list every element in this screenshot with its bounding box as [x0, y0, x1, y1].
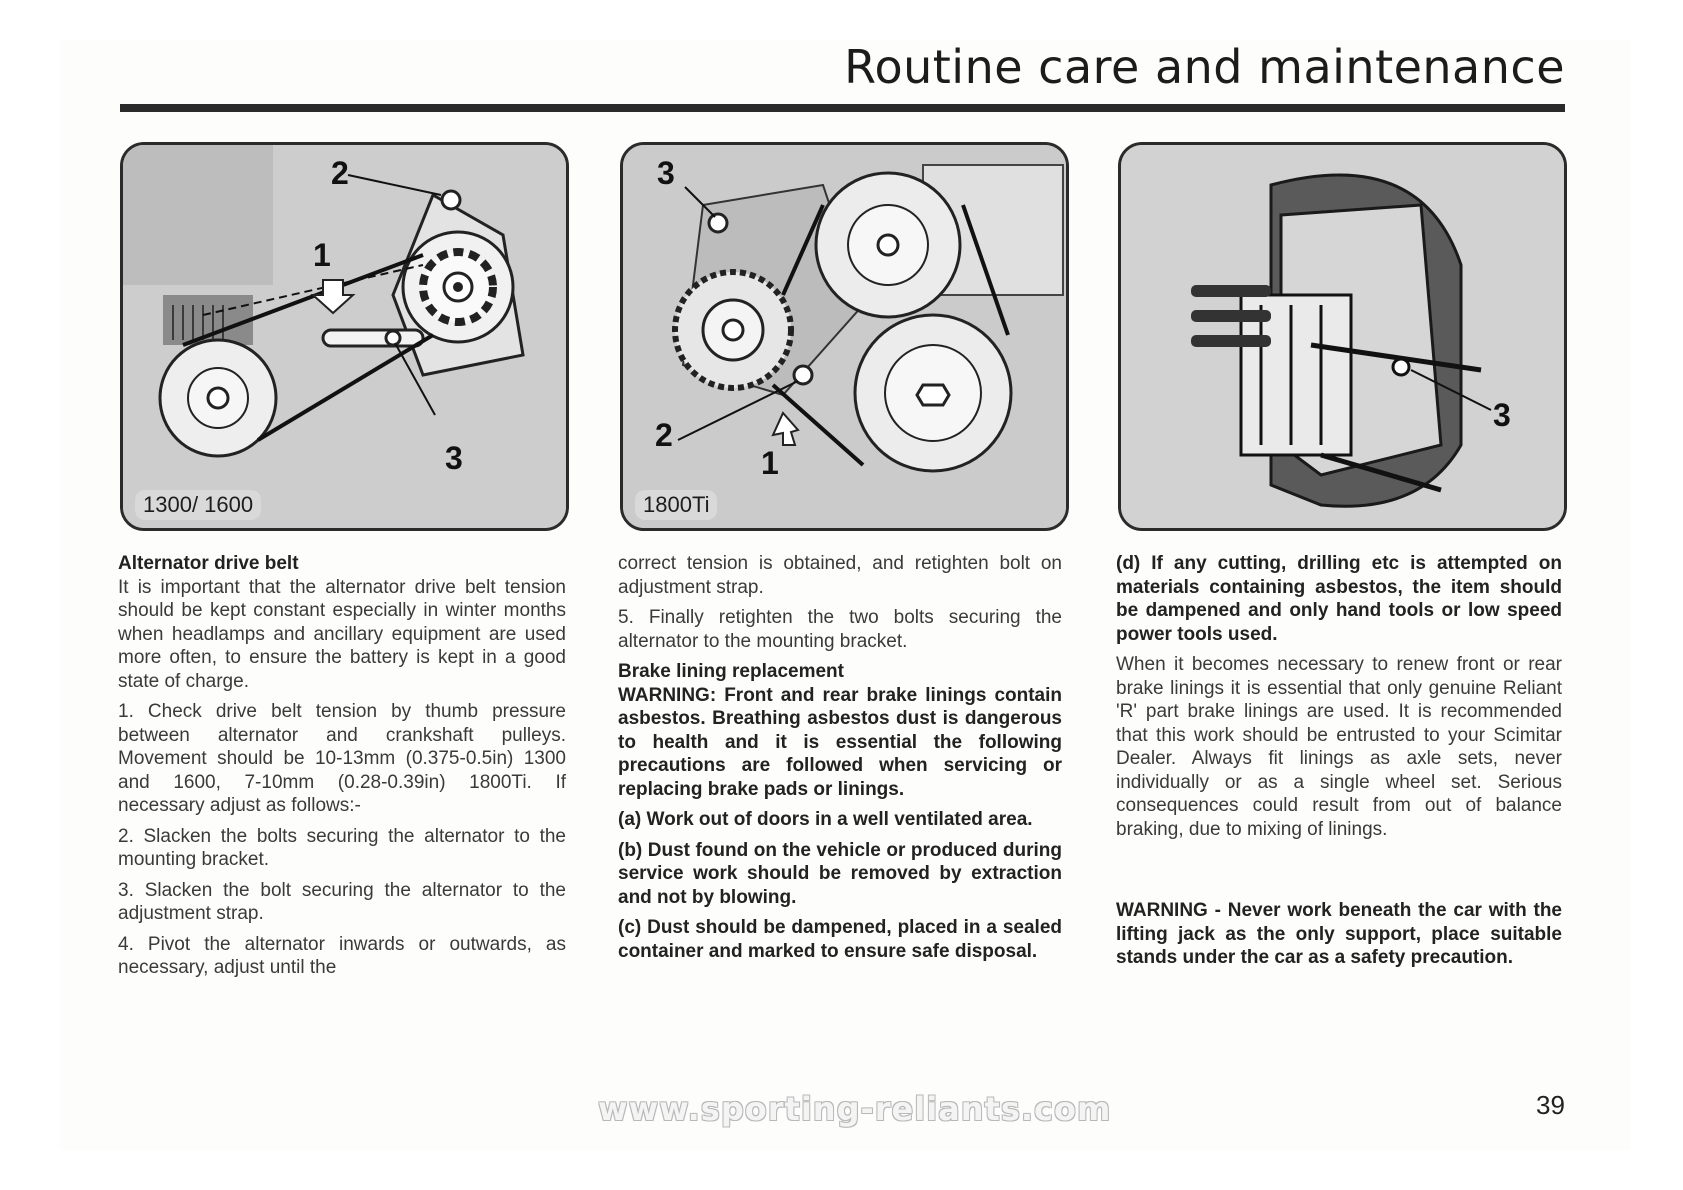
- brake-diagram: [1121, 145, 1564, 528]
- warning-text: Front and rear brake linings contain asbestos. Breathing asbestos dust is dangerous to health and it is essential the following precautions are followed when servicing or replacing brake pads or linings.: [618, 684, 1062, 800]
- column-1: [118, 552, 566, 987]
- precaution-b: (b) Dust found on the vehicle or produced during service work should be removed by extraction and not by blowing.: [618, 839, 1062, 908]
- jack-warning: WARNING - Never work beneath the car with the lifting jack as the only support, place suitable stands under the car as a safety precaution.: [1116, 900, 1562, 968]
- column-2: [618, 552, 1062, 970]
- callout-1: 1: [313, 237, 331, 273]
- alternator-diagram-1800ti: [623, 145, 1066, 528]
- step-3: 3. Slacken the bolt securing the alternator to the adjustment strap.: [118, 879, 566, 924]
- callout-2: 2: [331, 155, 349, 191]
- figure-brake-assembly: [1118, 142, 1567, 531]
- precaution-a: (a) Work out of doors in a well ventilated area.: [618, 809, 1033, 830]
- asbestos-warning: [618, 684, 1062, 802]
- precaution-d: (d) If any cutting, drilling etc is attempted on materials containing asbestos, the item should be dampened and only hand tools or low speed power tools used.: [1116, 553, 1562, 645]
- page-title: Routine care and maintenance: [844, 40, 1565, 94]
- alternator-intro: It is important that the alternator drive belt tension should be kept constant especially in winter months when headlamps and ancillary equipment are used more often, to ensure the battery is kept in a good state of charge.: [118, 576, 566, 692]
- figure-alternator-1800ti: [620, 142, 1069, 531]
- brake-heading: Brake lining replacement: [618, 661, 844, 682]
- step-4: 4. Pivot the alternator inwards or outwards, as necessary, adjust until the: [118, 933, 566, 978]
- title-rule: [120, 104, 1565, 112]
- page-number: 39: [1536, 1090, 1565, 1120]
- callout-3: 3: [657, 155, 675, 191]
- alternator-diagram-1300: [123, 145, 566, 528]
- figure-caption: 1800Ti: [635, 490, 717, 520]
- callout-3: 3: [1493, 397, 1511, 433]
- figure-alternator-1300-1600: [120, 142, 569, 531]
- callout-1: 1: [761, 445, 779, 481]
- step-4-continued: correct tension is obtained, and retighten bolt on adjustment strap.: [618, 553, 1062, 598]
- column-3: [1116, 552, 1562, 977]
- warning-label: WARNING:: [618, 684, 717, 706]
- brake-lining-body: When it becomes necessary to renew front or rear brake linings it is essential that only genuine Reliant 'R' part brake linings are used. It is recommended that this work should be entrusted to your Scimitar Dealer. Always fit linings as axle sets, never individually or as a single wheel set. Serious consequences could result from out of balance braking, due to mixing of linings.: [1116, 654, 1562, 840]
- figure-caption: 1300/ 1600: [135, 490, 261, 520]
- precaution-c: (c) Dust should be dampened, placed in a sealed container and marked to ensure safe disposal.: [618, 917, 1062, 962]
- callout-3: 3: [445, 440, 463, 476]
- callout-2: 2: [655, 417, 673, 453]
- step-5: 5. Finally retighten the two bolts securing the alternator to the mounting bracket.: [618, 607, 1062, 652]
- footer-url: www.sporting-reliants.com: [598, 1090, 1112, 1128]
- step-1: 1. Check drive belt tension by thumb pressure between alternator and crankshaft pulleys. Movement should be 10-13mm (0.375-0.5in) 1300 and 1600, 7-10mm (0.28-0.39in) 1800Ti. If necessary adjust as follows:-: [118, 701, 566, 816]
- alternator-heading: Alternator drive belt: [118, 553, 299, 574]
- step-2: 2. Slacken the bolts securing the alternator to the mounting bracket.: [118, 825, 566, 870]
